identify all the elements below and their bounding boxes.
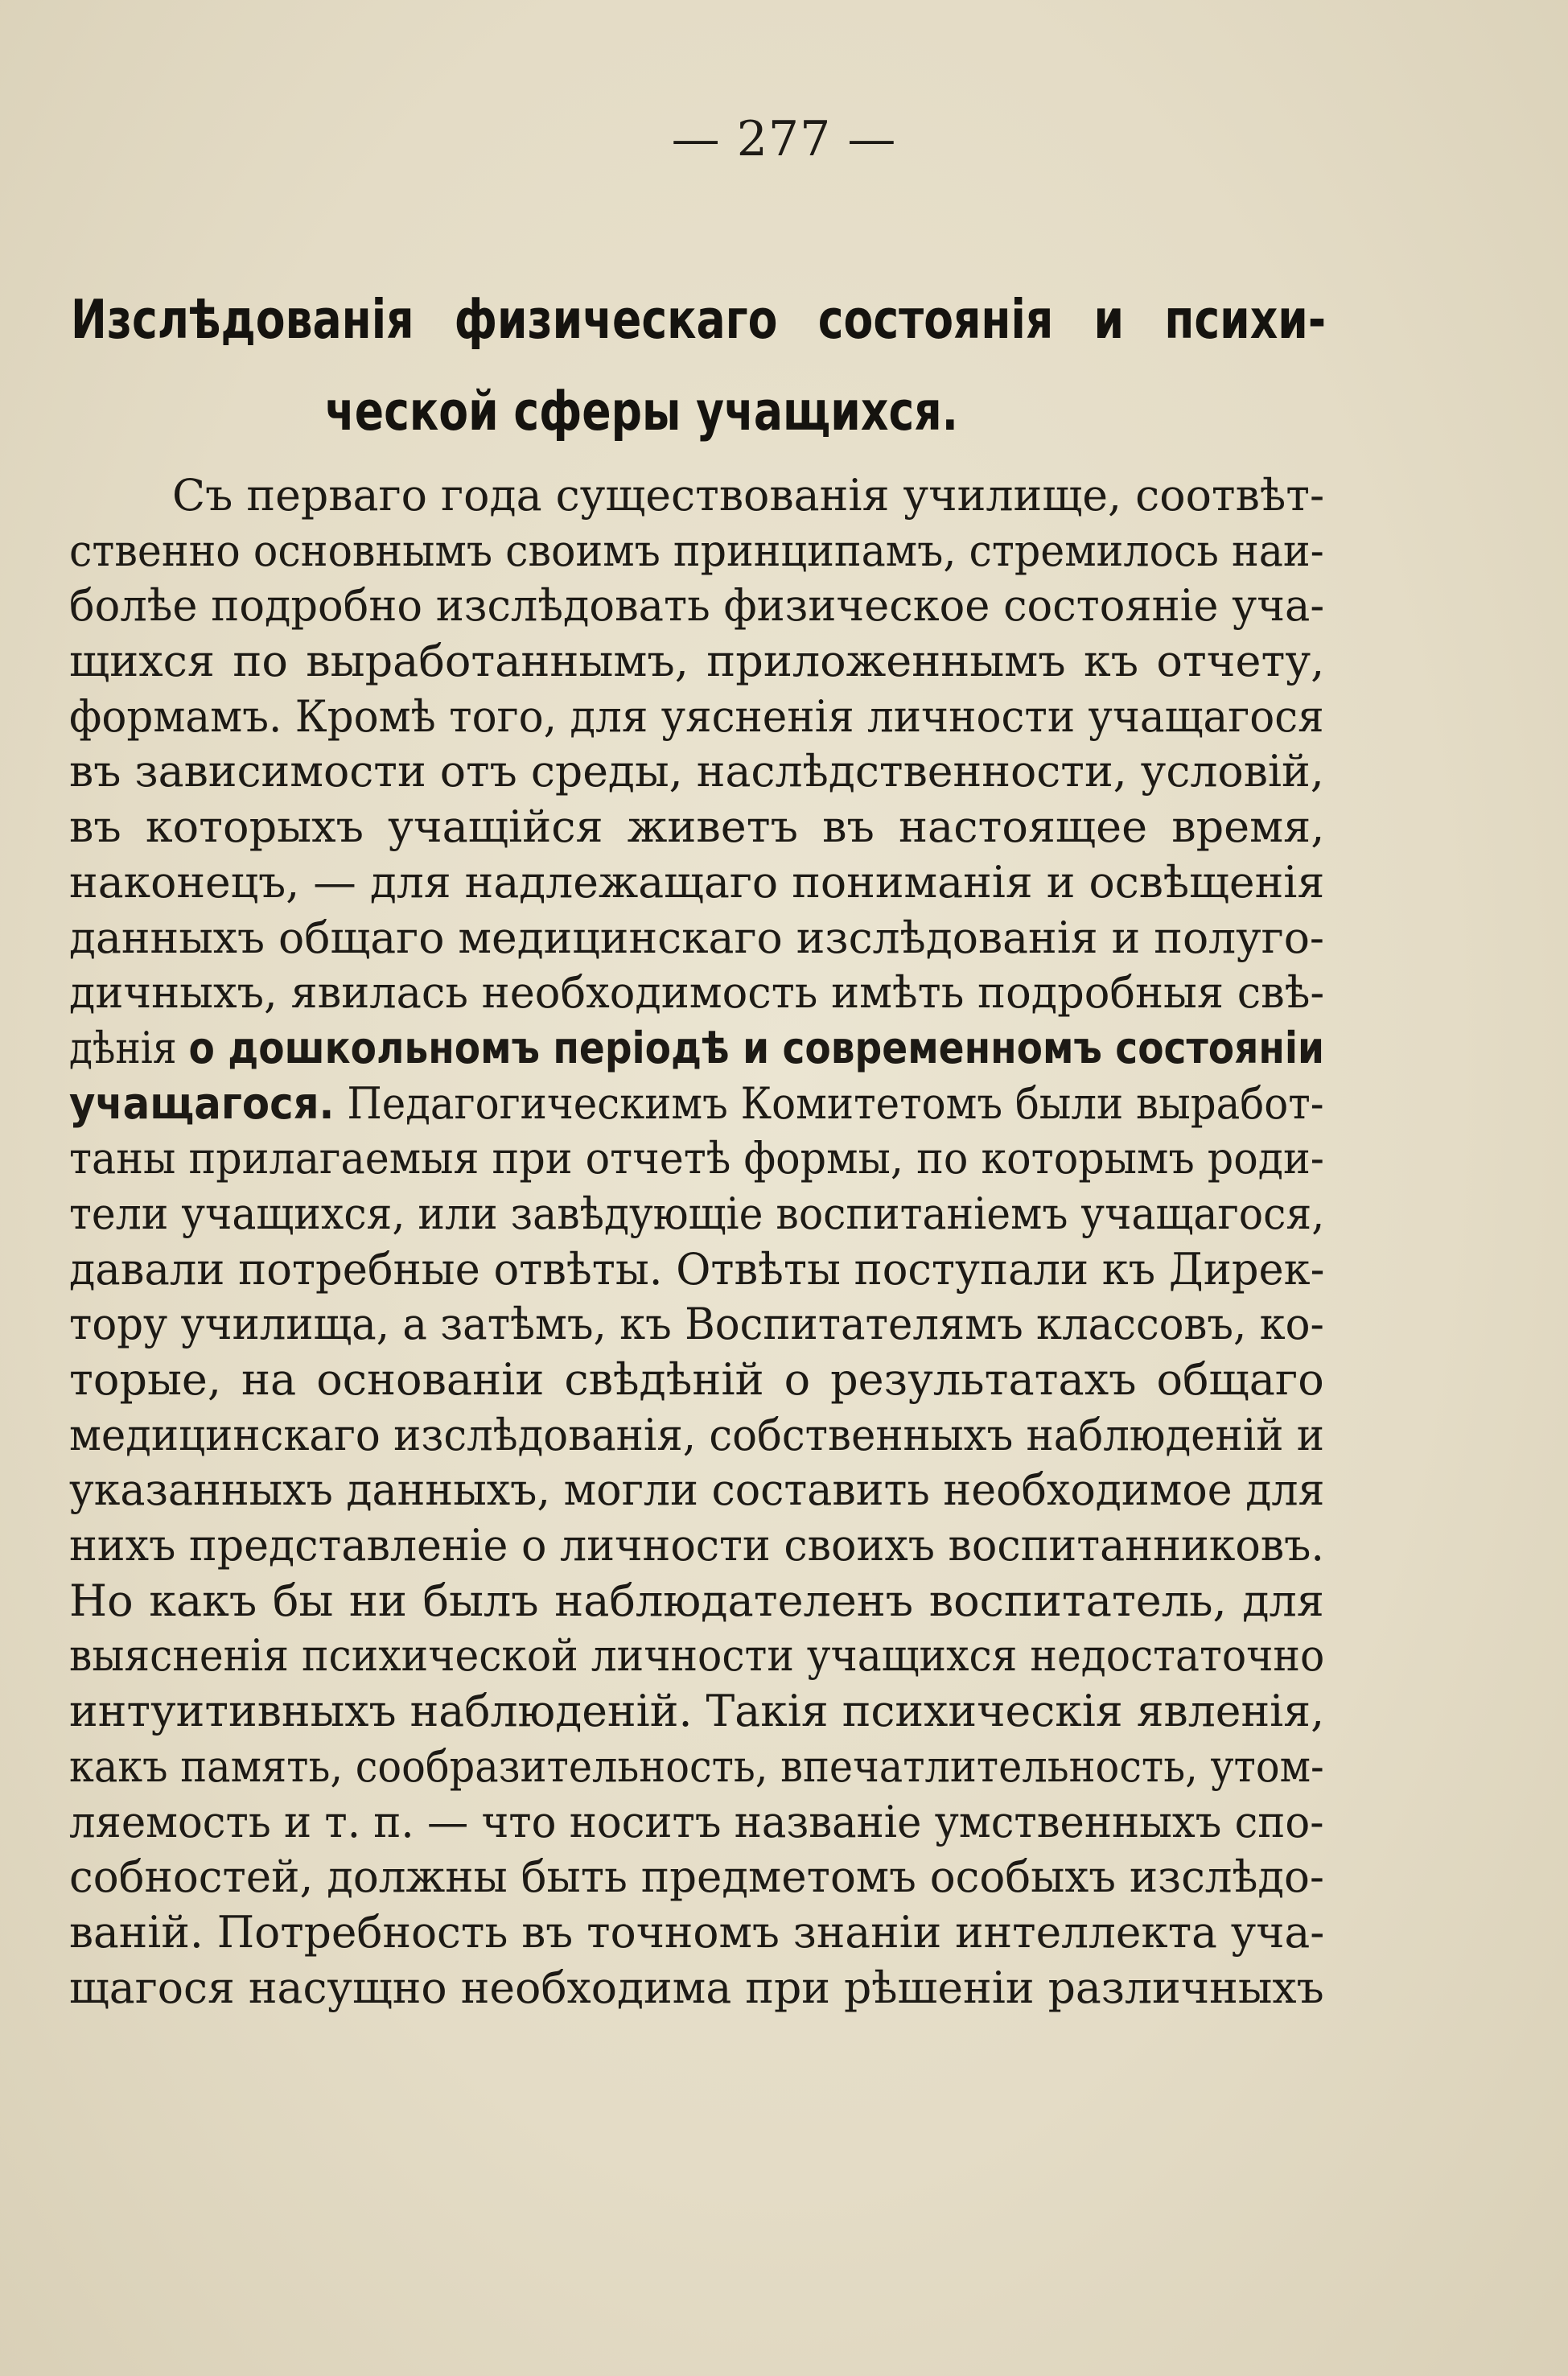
page-number: — 277 — bbox=[671, 111, 897, 167]
text-line: щагося насущно необходима при рѣшеніи различныхъ bbox=[69, 1962, 1324, 2013]
text-line-with-emphasis bbox=[69, 1077, 1324, 1132]
text-line: формамъ. Кромѣ того, для уясненія личности учащагося bbox=[69, 690, 1324, 742]
text-line: тору училища, а затѣмъ, къ Воспитателямъ классовъ, ко- bbox=[69, 1299, 1324, 1350]
section-heading bbox=[71, 274, 1327, 457]
text-line: болѣе подробно изслѣдовать физическое состояніе уча- bbox=[69, 580, 1325, 632]
text-line: ственно основнымъ своимъ принципамъ, стремилось наи- bbox=[69, 525, 1324, 576]
text-line: интуитивныхъ наблюденій. Такія психическія явленія, bbox=[69, 1686, 1325, 1737]
emphasis-text: о дошкольномъ періодѣ и современномъ состояніи bbox=[188, 1022, 1325, 1073]
text-line: медицинскаго изслѣдованія, собственныхъ наблюденій и bbox=[69, 1409, 1324, 1460]
text-line: выясненія психической личности учащихся недостаточно bbox=[69, 1630, 1325, 1682]
emphasis-text: учащагося. bbox=[69, 1077, 335, 1129]
text-line: данныхъ общаго медицинскаго изслѣдованія и полуго- bbox=[69, 912, 1325, 963]
text-line: нихъ представленіе о личности своихъ воспитанниковъ. bbox=[69, 1520, 1325, 1571]
line-rest: Педагогическимъ Комитетомъ были выработ- bbox=[347, 1077, 1324, 1129]
text-line: ляемость и т. п. — что носитъ названіе умственныхъ спо- bbox=[69, 1796, 1324, 1847]
text-line: тели учащихся, или завѣдующіе воспитаніемъ учащагося, bbox=[69, 1188, 1325, 1239]
text-line: таны прилагаемыя при отчетѣ формы, по которымъ роди- bbox=[69, 1133, 1324, 1184]
text-line: торые, на основаніи свѣдѣній о результатахъ общаго bbox=[69, 1354, 1324, 1405]
text-line: давали потребные отвѣты. Отвѣты поступали къ Дирек- bbox=[69, 1243, 1325, 1295]
text-line: Съ перваго года существованія училище, соотвѣт- bbox=[172, 470, 1325, 521]
text-line: наконецъ, — для надлежащаго пониманія и освѣщенія bbox=[69, 856, 1325, 908]
text-line: собностей, должны быть предметомъ особыхъ изслѣдо- bbox=[69, 1851, 1324, 1903]
body-paragraph bbox=[69, 468, 1324, 2016]
text-line: Но какъ бы ни былъ наблюдателенъ воспитатель, для bbox=[69, 1575, 1324, 1626]
text-line: указанныхъ данныхъ, могли составить необходимое для bbox=[69, 1464, 1325, 1516]
heading-line-1: Изслѣдованія физическаго состоянія и психи- bbox=[71, 288, 1327, 351]
line-start: дѣнія bbox=[69, 1022, 177, 1073]
text-line: въ которыхъ учащійся живетъ въ настоящее время, bbox=[69, 801, 1325, 853]
text-line: въ зависимости отъ среды, наслѣдственности, условій, bbox=[69, 746, 1324, 797]
text-line-with-emphasis bbox=[69, 1021, 1324, 1077]
text-line: ваній. Потребность въ точномъ знаніи интеллекта уча- bbox=[69, 1906, 1325, 1958]
text-line: щихся по выработаннымъ, приложеннымъ къ отчету, bbox=[69, 636, 1325, 687]
text-line: какъ память, сообразительность, впечатлительность, утом- bbox=[69, 1740, 1324, 1792]
heading-line-2: ческой сферы учащихся. bbox=[325, 380, 958, 443]
text-line: дичныхъ, явилась необходимость имѣть подробныя свѣ- bbox=[69, 967, 1325, 1019]
